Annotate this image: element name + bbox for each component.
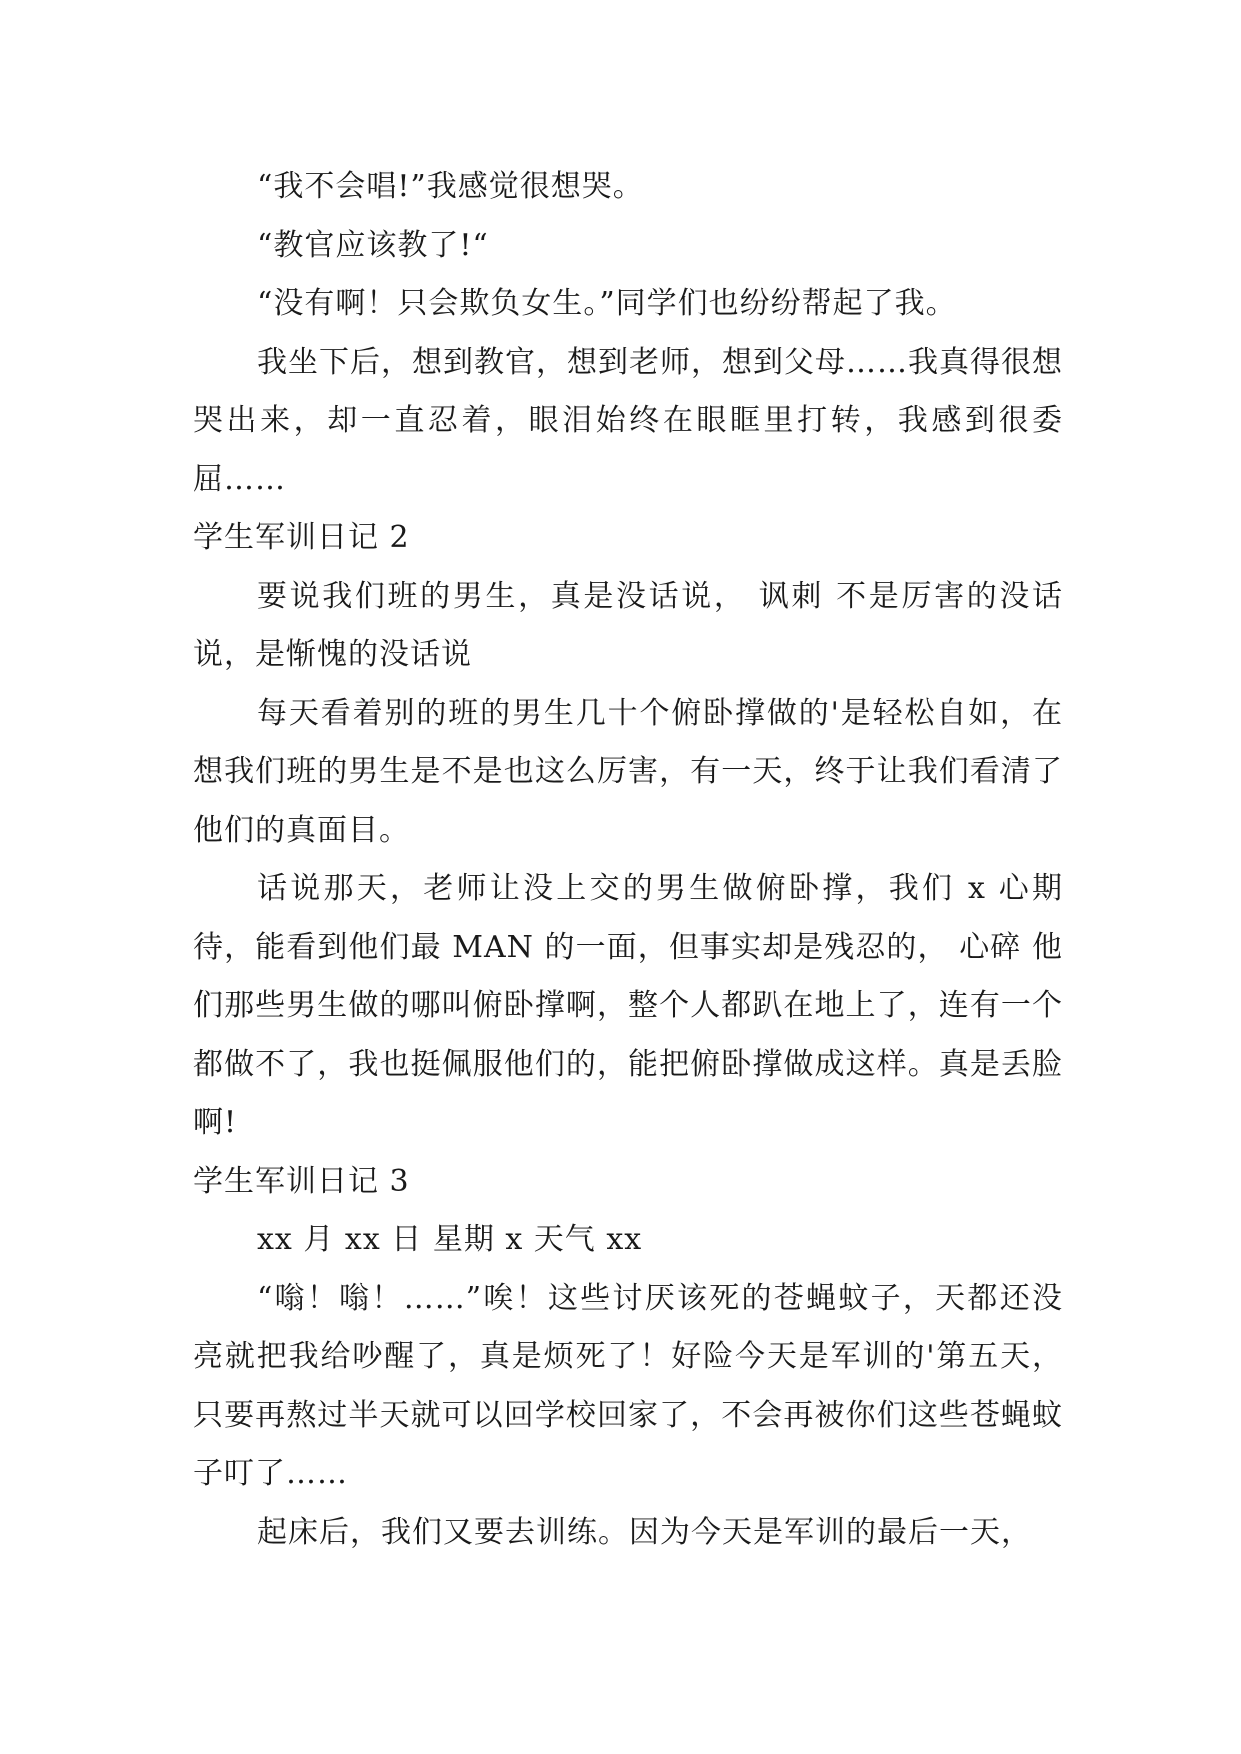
paragraph: “我不会唱!”我感觉很想哭。 bbox=[257, 169, 644, 204]
section-heading: 学生军训日记 2 bbox=[193, 520, 410, 555]
paragraph: “教官应该教了!“ bbox=[257, 227, 489, 263]
paragraph: 我坐下后，想到教官，想到老师，想到父母……我真得很想哭出来，却一直忍着，眼泪始终在眼眶里打转，我感到很委屈…… bbox=[193, 344, 1063, 497]
paragraph: “没有啊！只会欺负女生。”同学们也纷纷帮起了我。 bbox=[257, 286, 957, 321]
paragraph: 起床后，我们又要去训练。因为今天是军训的最后一天， bbox=[257, 1514, 1032, 1550]
paragraph: 话说那天，老师让没上交的男生做俯卧撑，我们 x 心期待，能看到他们最 MAN 的一面，但事实却是残忍的， 心碎 他们那些男生做的哪叫俯卧撑啊，整个人都趴在地上了，连有一个都做不了，我也挺佩服他们的，能把俯卧撑做成这样。真是丢脸啊! bbox=[193, 871, 1063, 1140]
document-body bbox=[193, 158, 1063, 1562]
section-heading: 学生军训日记 3 bbox=[193, 1163, 410, 1199]
paragraph: “嗡！嗡！……”唉！这些讨厌该死的苍蝇蚊子，天都还没亮就把我给吵醒了，真是烦死了！好险今天是军训的'第五天，只要再熬过半天就可以回学校回家了，不会再被你们这些苍蝇蚊子叮了…… bbox=[193, 1280, 1063, 1491]
diary-date-line: xx 月 xx 日 星期 x 天气 xx bbox=[257, 1222, 643, 1257]
paragraph: 要说我们班的男生，真是没话说， 讽刺 不是厉害的没话说，是惭愧的没话说 bbox=[193, 578, 1063, 672]
paragraph: 每天看着别的班的男生几十个俯卧撑做的'是轻松自如，在想我们班的男生是不是也这么厉害，有一天，终于让我们看清了他们的真面目。 bbox=[193, 695, 1063, 848]
